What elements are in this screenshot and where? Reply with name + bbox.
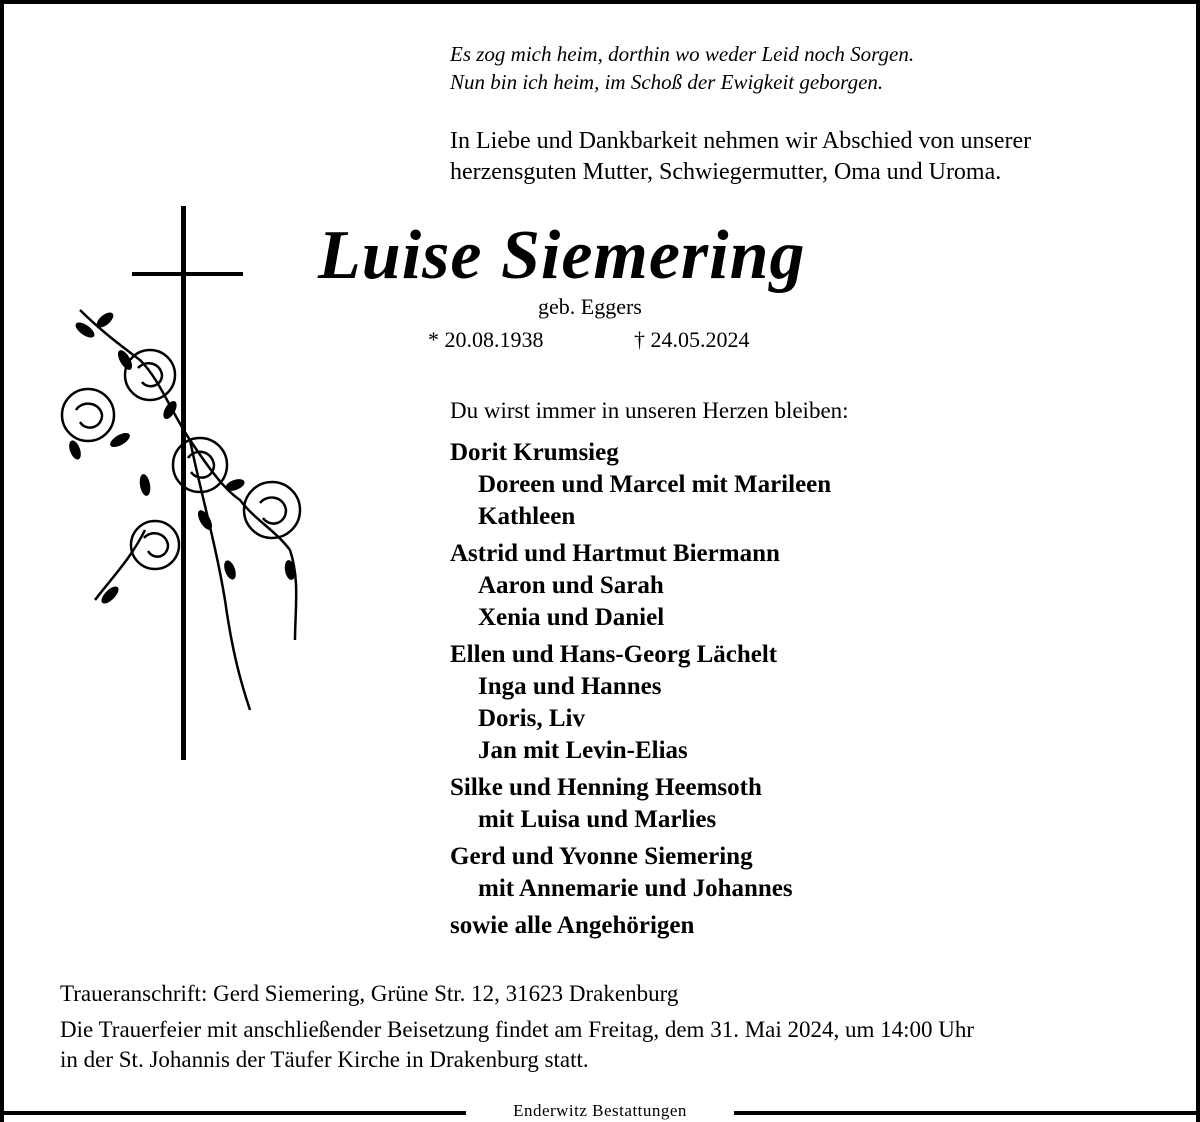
poem-line: Es zog mich heim, dorthin wo weder Leid noch Sorgen. (450, 42, 915, 66)
mourners-list (450, 436, 1150, 942)
mourner-group (450, 638, 1150, 767)
mourner-group (450, 840, 1150, 905)
mourner-group (450, 436, 1150, 533)
mourner-group-head: Silke und Henning Heemsoth (450, 774, 762, 801)
mourner-member: mit Annemarie und Johannes (478, 875, 793, 902)
mourner-group (450, 771, 1150, 836)
intro-text (450, 126, 1170, 188)
deceased-name: Luise Siemering (318, 217, 806, 294)
mourner-member: Doris, Liv (478, 705, 585, 732)
footer-rule-right (734, 1111, 1200, 1115)
intro-line: herzensguten Mutter, Schwiegermutter, Oma und Uroma. (450, 159, 1002, 185)
mourning-address: Traueranschrift: Gerd Siemering, Grüne Str. 12, 31623 Drakenburg (60, 981, 679, 1006)
cross-and-roses-illustration (50, 200, 310, 770)
mourner-member: mit Luisa und Marlies (478, 806, 717, 833)
footer-rule-left (0, 1111, 466, 1115)
intro-line: In Liebe und Dankbarkeit nehmen wir Abschied von unserer (450, 128, 1032, 154)
mourner-group-head: Astrid und Hartmut Biermann (450, 540, 780, 567)
mourner-member: Doreen und Marcel mit Marileen (478, 471, 832, 498)
mourner-group-head: Ellen und Hans-Georg Lächelt (450, 641, 778, 668)
death-date: † 24.05.2024 (634, 327, 750, 352)
funeral-service-info (60, 1015, 1170, 1075)
mourner-group (450, 537, 1150, 634)
service-line: Die Trauerfeier mit anschließender Beisetzung findet am Freitag, dem 31. Mai 2024, um 14:00 Uhr (60, 1017, 975, 1042)
mourner-group-head: Gerd und Yvonne Siemering (450, 843, 753, 870)
mourner-member: Xenia und Daniel (478, 604, 665, 631)
mourner-member: Kathleen (478, 503, 576, 530)
mourner-member: Jan mit Levin-Elias (478, 737, 688, 764)
poem-line: Nun bin ich heim, im Schoß der Ewigkeit geborgen. (450, 70, 884, 94)
undertaker-name: Enderwitz Bestattungen (470, 1100, 730, 1122)
poem (450, 40, 1150, 96)
mourner-member: Aaron und Sarah (478, 572, 664, 599)
mourner-member: Inga und Hannes (478, 673, 662, 700)
maiden-name: geb. Eggers (538, 294, 642, 319)
mourner-group-head: Dorit Krumsieg (450, 439, 619, 466)
mourners-motto: Du wirst immer in unseren Herzen bleiben: (450, 398, 849, 423)
mourners-closing: sowie alle Angehörigen (450, 912, 695, 939)
service-line: in der St. Johannis der Täufer Kirche in Drakenburg statt. (60, 1047, 589, 1072)
birth-date: * 20.08.1938 (428, 327, 544, 352)
